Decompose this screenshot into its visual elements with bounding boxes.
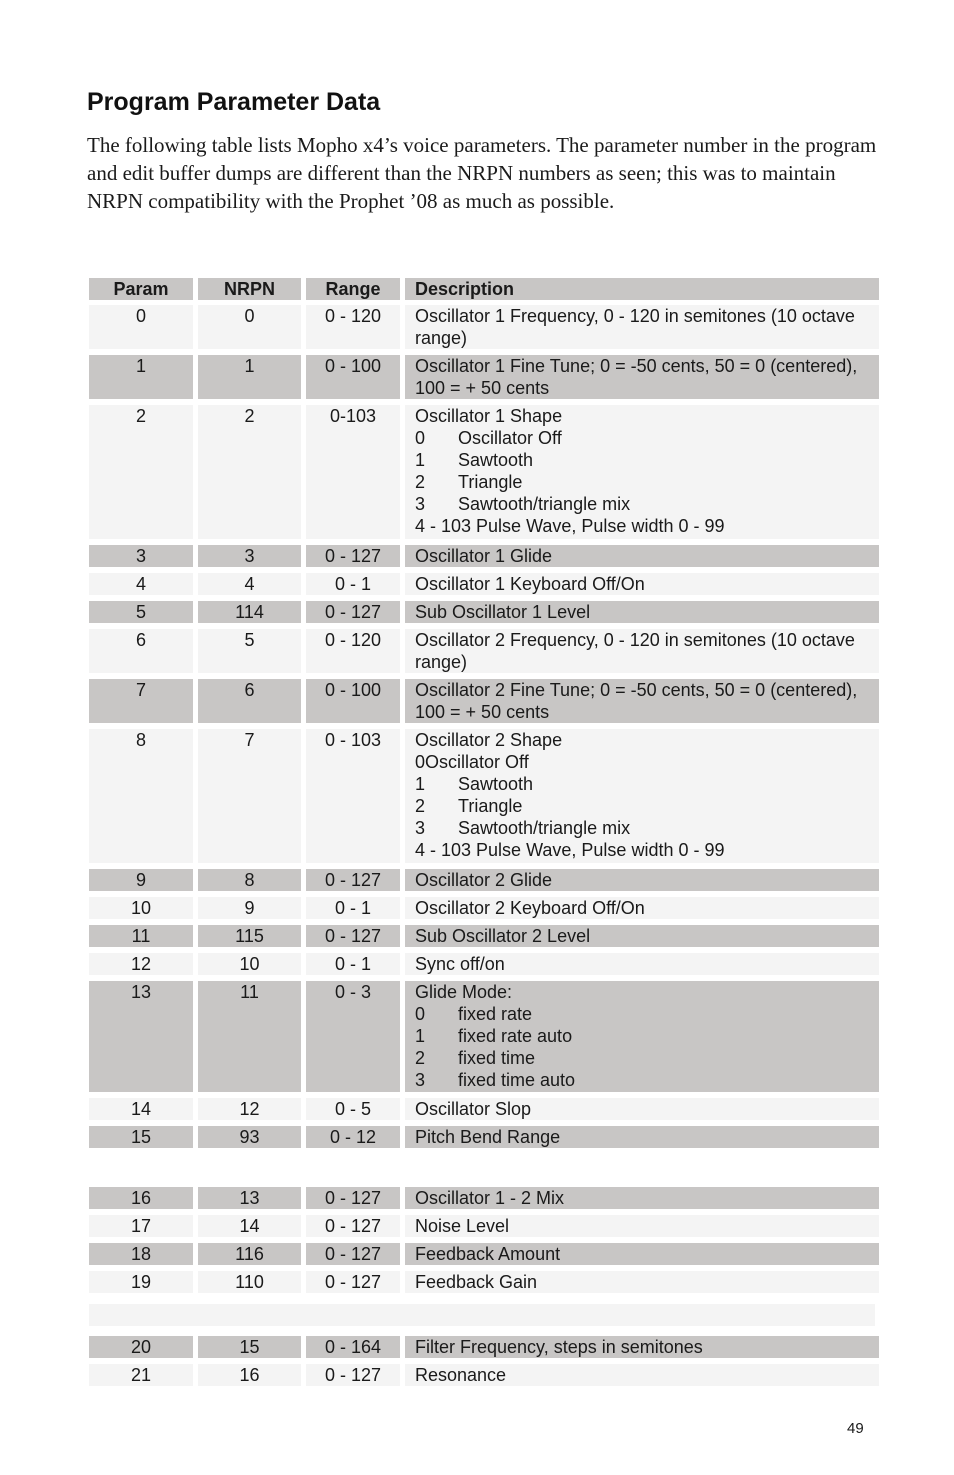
range-cell: 0 - 120: [306, 629, 400, 673]
param-cell: 14: [89, 1098, 193, 1120]
range-cell: 0 - 127: [306, 869, 400, 891]
option-line: [415, 471, 879, 493]
description-cell: [405, 1336, 879, 1358]
option-value: Oscillator Off: [458, 428, 562, 448]
nrpn-cell: 114: [198, 601, 301, 623]
header-range: Range: [306, 278, 400, 300]
param-cell: 2: [89, 405, 193, 539]
table-row: [89, 1364, 879, 1386]
parameter-table: [89, 278, 879, 1392]
range-cell: 0 - 127: [306, 1271, 400, 1293]
section-heading: Program Parameter Data: [87, 88, 381, 116]
option-line: [415, 1003, 879, 1025]
description-cell: [405, 953, 879, 975]
range-cell: 0 - 164: [306, 1336, 400, 1358]
option-key: 1: [415, 1026, 426, 1046]
description-text: Feedback Amount: [415, 1244, 561, 1264]
nrpn-cell: 0: [198, 305, 301, 349]
description-cell: [405, 629, 879, 673]
option-line: [415, 1025, 879, 1047]
param-cell: 10: [89, 897, 193, 919]
nrpn-cell: 93: [198, 1126, 301, 1148]
range-cell: 0 - 12: [306, 1126, 400, 1148]
nrpn-cell: 15: [198, 1336, 301, 1358]
option-line: [415, 449, 879, 471]
nrpn-cell: 13: [198, 1187, 301, 1209]
param-cell: 9: [89, 869, 193, 891]
option-key: 2: [415, 1048, 426, 1068]
description-text: Oscillator 2 Shape: [415, 730, 563, 750]
table-row: [89, 405, 879, 539]
option-key: 0: [415, 428, 426, 448]
description-text: Glide Mode:: [415, 982, 513, 1002]
param-cell: 3: [89, 545, 193, 567]
param-cell: 13: [89, 981, 193, 1092]
param-cell: 21: [89, 1364, 193, 1386]
option-value: Sawtooth: [458, 774, 534, 794]
param-cell: 19: [89, 1271, 193, 1293]
param-cell: 8: [89, 729, 193, 863]
description-cell: [405, 981, 879, 1092]
description-line: 0Oscillator Off: [415, 752, 529, 772]
description-text: Filter Frequency, steps in semitones: [415, 1337, 703, 1357]
description-text: Oscillator 1 Shape: [415, 406, 563, 426]
param-cell: 11: [89, 925, 193, 947]
option-key: 2: [415, 796, 426, 816]
range-cell: 0 - 1: [306, 897, 400, 919]
option-line: [415, 493, 879, 515]
description-cell: [405, 925, 879, 947]
nrpn-cell: 2: [198, 405, 301, 539]
option-value: fixed time: [458, 1048, 536, 1068]
option-key: 3: [415, 1070, 426, 1090]
table-row: [89, 1215, 879, 1237]
range-cell: 0 - 1: [306, 573, 400, 595]
description-text: Oscillator 1 Frequency, 0 - 120 in semitones (10 octave range): [415, 306, 855, 348]
param-cell: 16: [89, 1187, 193, 1209]
nrpn-cell: 3: [198, 545, 301, 567]
table-row: [89, 1271, 879, 1293]
nrpn-cell: 12: [198, 1098, 301, 1120]
description-text: Noise Level: [415, 1216, 510, 1236]
nrpn-cell: 9: [198, 897, 301, 919]
description-cell: [405, 305, 879, 349]
option-key: 1: [415, 450, 426, 470]
description-cell: [405, 545, 879, 567]
description-text: Oscillator 1 - 2 Mix: [415, 1188, 565, 1208]
option-value: Triangle: [458, 796, 523, 816]
table-row: [89, 629, 879, 673]
description-cell: [405, 1098, 879, 1120]
description-cell: [405, 1271, 879, 1293]
header-description: Description: [405, 278, 879, 300]
nrpn-cell: 110: [198, 1271, 301, 1293]
param-cell: 5: [89, 601, 193, 623]
nrpn-cell: 7: [198, 729, 301, 863]
description-text: Oscillator 1 Keyboard Off/On: [415, 574, 645, 594]
table-row: [89, 1336, 879, 1358]
table-row: [89, 573, 879, 595]
option-value: fixed rate: [458, 1004, 533, 1024]
range-cell: 0 - 120: [306, 305, 400, 349]
description-text: Oscillator 2 Glide: [415, 870, 553, 890]
nrpn-cell: 11: [198, 981, 301, 1092]
range-cell: 0 - 127: [306, 1187, 400, 1209]
table-row: [89, 869, 879, 891]
table-row: [89, 1243, 879, 1265]
param-cell: 0: [89, 305, 193, 349]
description-text: Oscillator 1 Fine Tune; 0 = -50 cents, 50 = 0 (centered), 100 = + 50 cents: [415, 356, 858, 398]
option-line: [415, 427, 879, 449]
nrpn-cell: 8: [198, 869, 301, 891]
param-cell: 15: [89, 1126, 193, 1148]
option-line: [415, 1047, 879, 1069]
table-header-row: [89, 278, 879, 300]
blank-spacer-row: [89, 1304, 875, 1326]
description-cell: [405, 679, 879, 723]
table-row: [89, 953, 879, 975]
option-key: 1: [415, 774, 426, 794]
table-row: [89, 679, 879, 723]
range-cell: 0 - 127: [306, 1215, 400, 1237]
range-cell: 0-103: [306, 405, 400, 539]
description-text: Oscillator 2 Keyboard Off/On: [415, 898, 645, 918]
description-line: 4 - 103 Pulse Wave, Pulse width 0 - 99: [415, 516, 725, 536]
table-row: [89, 897, 879, 919]
description-text: Sub Oscillator 2 Level: [415, 926, 591, 946]
option-value: fixed time auto: [458, 1070, 576, 1090]
param-cell: 7: [89, 679, 193, 723]
nrpn-cell: 4: [198, 573, 301, 595]
param-cell: 18: [89, 1243, 193, 1265]
description-cell: [405, 729, 879, 863]
description-text: Sub Oscillator 1 Level: [415, 602, 591, 622]
option-value: Sawtooth/triangle mix: [458, 818, 631, 838]
description-text: Oscillator Slop: [415, 1099, 532, 1119]
range-cell: 0 - 127: [306, 601, 400, 623]
option-value: Triangle: [458, 472, 523, 492]
param-cell: 6: [89, 629, 193, 673]
param-cell: 4: [89, 573, 193, 595]
range-cell: 0 - 1: [306, 953, 400, 975]
table-body: [89, 305, 879, 1386]
table-row: [89, 1187, 879, 1209]
intro-paragraph: The following table lists Mopho x4’s voice parameters. The parameter number in the program and edit buffer dumps are different than the NRPN numbers as seen; this was to maintain NRPN compatibility with the Prophet ’08 as much as possible.: [87, 133, 877, 213]
nrpn-cell: 16: [198, 1364, 301, 1386]
param-cell: 17: [89, 1215, 193, 1237]
description-text: Feedback Gain: [415, 1272, 538, 1292]
table-row: [89, 545, 879, 567]
description-cell: [405, 1364, 879, 1386]
description-cell: [405, 573, 879, 595]
range-cell: 0 - 127: [306, 545, 400, 567]
description-cell: [405, 355, 879, 399]
option-value: Sawtooth/triangle mix: [458, 494, 631, 514]
range-cell: 0 - 100: [306, 679, 400, 723]
description-cell: [405, 405, 879, 539]
description-cell: [405, 1243, 879, 1265]
range-cell: 0 - 3: [306, 981, 400, 1092]
nrpn-cell: 5: [198, 629, 301, 673]
description-cell: [405, 601, 879, 623]
param-cell: 12: [89, 953, 193, 975]
option-line: [415, 773, 879, 795]
range-cell: 0 - 127: [306, 1364, 400, 1386]
table-row: [89, 1098, 879, 1120]
range-cell: 0 - 103: [306, 729, 400, 863]
option-line: [415, 817, 879, 839]
table-row: [89, 1126, 879, 1148]
description-text: Resonance: [415, 1365, 507, 1385]
option-line: [415, 795, 879, 817]
nrpn-cell: 6: [198, 679, 301, 723]
table-row: [89, 305, 879, 349]
param-cell: 20: [89, 1336, 193, 1358]
description-text: Oscillator 2 Fine Tune; 0 = -50 cents, 50 = 0 (centered), 100 = + 50 cents: [415, 680, 858, 722]
option-value: Sawtooth: [458, 450, 534, 470]
description-text: Pitch Bend Range: [415, 1127, 561, 1147]
description-cell: [405, 1126, 879, 1148]
description-text: Oscillator 1 Glide: [415, 546, 553, 566]
option-key: 3: [415, 494, 426, 514]
table-row: [89, 925, 879, 947]
page-number: 49: [847, 1420, 864, 1437]
nrpn-cell: 116: [198, 1243, 301, 1265]
range-cell: 0 - 5: [306, 1098, 400, 1120]
param-cell: 1: [89, 355, 193, 399]
description-line: 4 - 103 Pulse Wave, Pulse width 0 - 99: [415, 840, 725, 860]
option-key: 3: [415, 818, 426, 838]
description-text: Sync off/on: [415, 954, 505, 974]
description-cell: [405, 1187, 879, 1209]
table-row: [89, 601, 879, 623]
header-nrpn: NRPN: [198, 278, 301, 300]
table-row: [89, 355, 879, 399]
nrpn-cell: 14: [198, 1215, 301, 1237]
description-text: Oscillator 2 Frequency, 0 - 120 in semitones (10 octave range): [415, 630, 855, 672]
range-cell: 0 - 127: [306, 925, 400, 947]
range-cell: 0 - 100: [306, 355, 400, 399]
option-line: [415, 1069, 879, 1091]
description-cell: [405, 1215, 879, 1237]
nrpn-cell: 10: [198, 953, 301, 975]
option-value: fixed rate auto: [458, 1026, 573, 1046]
table-row: [89, 981, 879, 1092]
nrpn-cell: 115: [198, 925, 301, 947]
range-cell: 0 - 127: [306, 1243, 400, 1265]
description-cell: [405, 869, 879, 891]
header-param: Param: [89, 278, 193, 300]
option-key: 2: [415, 472, 426, 492]
description-cell: [405, 897, 879, 919]
option-key: 0: [415, 1004, 426, 1024]
nrpn-cell: 1: [198, 355, 301, 399]
table-row: [89, 729, 879, 863]
